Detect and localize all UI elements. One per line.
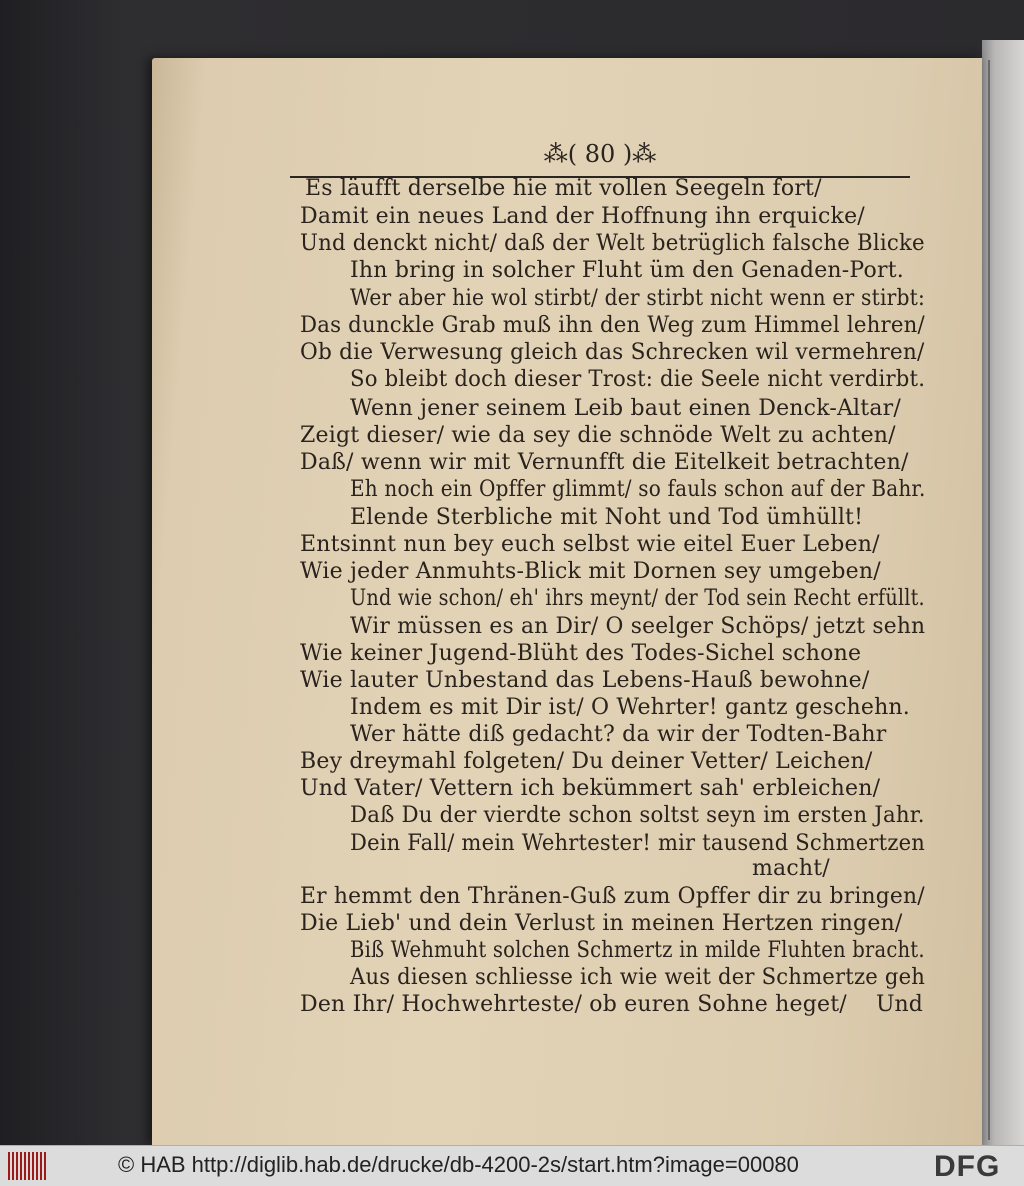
poem-line: Und denckt nicht/ daß der Welt betrüglich falsche Blicke xyxy=(300,231,925,256)
poem-line: Wenn jener seinem Leib baut einen Denck-Altar/ xyxy=(350,396,901,421)
page-number: ⁂( 80 )⁂ xyxy=(543,140,657,168)
dfg-logo: DFG xyxy=(934,1150,1001,1183)
poem-line: Indem es mit Dir ist/ O Wehrter! gantz geschehn. xyxy=(350,695,910,720)
poem-line: Zeigt dieser/ wie da sey die schnöde Welt zu achten/ xyxy=(300,423,896,448)
poem-line: Biß Wehmuht solchen Schmertz in milde Fluhten bracht. xyxy=(350,938,925,963)
poem-line: Eh noch ein Opffer glimmt/ so fauls schon auf der Bahr. xyxy=(350,477,926,502)
poem-line: Entsinnt nun bey euch selbst wie eitel Euer Leben/ xyxy=(300,532,880,557)
poem-line: Damit ein neues Land der Hoffnung ihn erquicke/ xyxy=(300,204,865,229)
poem-line: Den Ihr/ Hochwehrteste/ ob euren Sohne heget/ xyxy=(300,992,847,1017)
poem-line: Wie keiner Jugend-Blüht des Todes-Sichel schone xyxy=(300,641,862,666)
poem-line: macht/ xyxy=(752,856,830,881)
poem-line: So bleibt doch dieser Trost: die Seele nicht verdirbt. xyxy=(350,367,926,392)
poem-line: Daß/ wenn wir mit Vernunfft die Eitelkeit betrachten/ xyxy=(300,450,909,475)
poem-line: Daß Du der vierdte schon soltst seyn im ersten Jahr. xyxy=(350,803,925,828)
poem-line: Und wie schon/ eh' ihrs meynt/ der Tod sein Recht erfüllt. xyxy=(350,586,925,611)
poem-line: Ob die Verwesung gleich das Schrecken wil vermehren/ xyxy=(300,340,925,365)
poem-line: Wer aber hie wol stirbt/ der stirbt nicht wenn er stirbt: xyxy=(350,286,925,311)
poem-line: Und Vater/ Vettern ich bekümmert sah' erbleichen/ xyxy=(300,776,881,801)
poem-line: Das dunckle Grab muß ihn den Weg zum Himmel lehren/ xyxy=(300,313,925,338)
poem-line: Er hemmt den Thränen-Guß zum Opffer dir zu bringen/ xyxy=(300,884,925,909)
poem-line: Es läufft derselbe hie mit vollen Seegeln fort/ xyxy=(305,176,822,201)
poem-line: Elende Sterbliche mit Noht und Tod ümhüllt! xyxy=(350,505,864,530)
poem-line: Die Lieb' und dein Verlust in meinen Hertzen ringen/ xyxy=(300,911,903,936)
poem-line: Wie lauter Unbestand das Lebens-Hauß bewohne/ xyxy=(300,668,870,693)
viewer-footer xyxy=(0,1145,1024,1186)
poem-line: Wer hätte diß gedacht? da wir der Todten-Bahr xyxy=(350,722,887,747)
poem-line: Bey dreymahl folgeten/ Du deiner Vetter/ Leichen/ xyxy=(300,749,873,774)
poem-line: Wir müssen es an Dir/ O seelger Schöps/ jetzt sehn xyxy=(350,614,926,639)
poem-line: Ihn bring in solcher Fluht üm den Genaden-Port. xyxy=(350,258,904,283)
catchword: Und xyxy=(876,992,923,1017)
copyright-url[interactable]: © HAB http://diglib.hab.de/drucke/db-4200-2s/start.htm?image=00080 xyxy=(118,1152,799,1177)
poem-line: Wie jeder Anmuhts-Blick mit Dornen sey umgeben/ xyxy=(300,559,881,584)
poem-line: Dein Fall/ mein Wehrtester! mir tausend Schmertzen xyxy=(350,831,926,856)
hab-barcode-icon xyxy=(8,1152,48,1180)
page-edge-line xyxy=(988,60,990,1140)
poem-line: Aus diesen schliesse ich wie weit der Schmertze geh xyxy=(350,965,926,990)
